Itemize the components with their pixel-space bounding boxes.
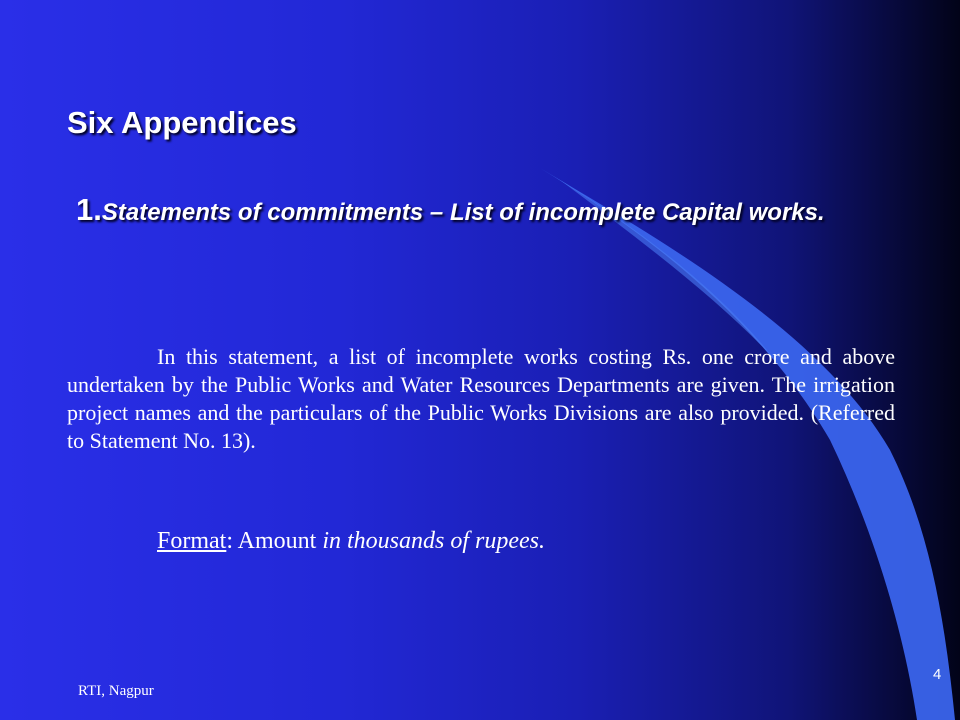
format-label: Format bbox=[157, 528, 227, 554]
slide-subtitle bbox=[76, 192, 825, 228]
slide-title: Six Appendices bbox=[67, 105, 297, 140]
subtitle-trailing: . bbox=[818, 199, 825, 226]
page-number: 4 bbox=[933, 666, 942, 683]
format-separator: : Amount bbox=[226, 528, 323, 554]
subtitle-text: Statements of commitments – List of incomplete Capital works bbox=[101, 199, 819, 226]
footer-text: RTI, Nagpur bbox=[78, 683, 154, 699]
subtitle-number: 1. bbox=[76, 192, 102, 227]
format-line bbox=[157, 528, 545, 555]
body-paragraph: In this statement, a list of incomplete works costing Rs. one crore and above undertaken by the Public Works and Water Resources Departments are given. The irrigation project names and the particulars of the Public Works Divisions are also provided. (Referred to Statement No. 13). bbox=[67, 344, 895, 453]
format-detail: in thousands of rupees. bbox=[322, 528, 546, 554]
